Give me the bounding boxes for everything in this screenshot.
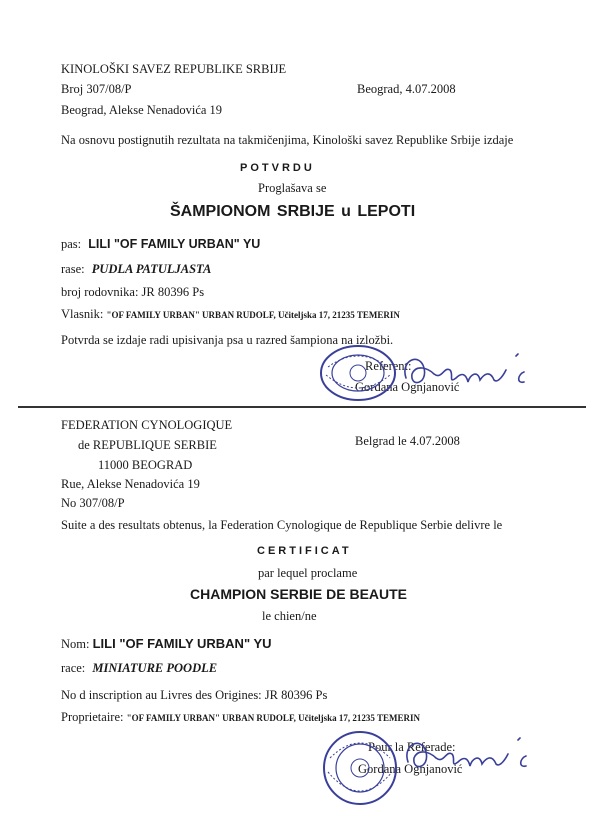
section-divider: [18, 406, 586, 408]
sr-intro: Na osnovu postignutih rezultata na takmičenjima, Kinološki savez Republike Srbije izdaje: [61, 133, 514, 147]
fr-org-name: FEDERATION CYNOLOGIQUE: [61, 418, 233, 432]
sr-date: Beograd, 4.07.2008: [357, 82, 456, 96]
fr-owner-label: Proprietaire:: [61, 710, 124, 724]
fr-proclaims: par lequel proclame: [258, 566, 358, 580]
sr-owner-row: [61, 307, 400, 322]
fr-owner-row: [61, 710, 420, 725]
fr-registration: No d inscription au Livres des Origines: JR 80396 Ps: [61, 688, 328, 702]
fr-org-name-2: de REPUBLIQUE SERBIE: [78, 438, 217, 452]
official-stamp-icon: [318, 343, 398, 403]
sr-dog-row: [61, 237, 260, 252]
sr-breed-row: [61, 262, 211, 277]
fr-city: 11000 BEOGRAD: [98, 458, 193, 472]
fr-title: CHAMPION SERBIE DE BEAUTE: [190, 586, 408, 602]
sr-doc-title: POTVRDU: [240, 162, 315, 174]
fr-intro: Suite a des resultats obtenus, la Federation Cynologique de Republique Serbie delivre le: [61, 518, 503, 532]
fr-name-row: [61, 636, 272, 652]
sr-registration: broj rodovnika: JR 80396 Ps: [61, 285, 205, 299]
fr-name-label: Nom:: [61, 637, 90, 651]
sr-title: ŠAMPIONOM SRBIJE u LEPOTI: [170, 203, 416, 220]
fr-referent: Pour la Referade:: [368, 740, 456, 754]
fr-owner: "OF FAMILY URBAN" URBAN RUDOLF, Učiteljska 17, 21235 TEMERIN: [126, 713, 420, 723]
fr-race-row: [61, 661, 217, 676]
fr-signer: Gordana Ognjanović: [358, 762, 463, 776]
sr-dog-name: LILI "OF FAMILY URBAN" YU: [88, 237, 261, 251]
fr-doc-number: No 307/08/P: [61, 496, 125, 510]
sr-address: Beograd, Alekse Nenadovića 19: [61, 103, 223, 117]
sr-org-name: KINOLOŠKI SAVEZ REPUBLIKE SRBIJE: [61, 62, 287, 76]
official-stamp-icon: [318, 728, 402, 808]
fr-race: MINIATURE POODLE: [92, 661, 218, 675]
signature-icon: [398, 344, 538, 400]
sr-purpose: Potvrda se izdaje radi upisivanja psa u razred šampiona na izložbi.: [61, 333, 394, 347]
signature-icon: [400, 728, 540, 784]
sr-owner: "OF FAMILY URBAN" URBAN RUDOLF, Učiteljska 17, 21235 TEMERIN: [106, 310, 400, 320]
fr-street: Rue, Alekse Nenadovića 19: [61, 477, 200, 491]
sr-breed: PUDLA PATULJASTA: [91, 262, 212, 276]
sr-signer: Gordana Ognjanović: [355, 380, 460, 394]
fr-dog-label: le chien/ne: [262, 609, 317, 623]
sr-dog-label: pas:: [61, 237, 82, 251]
sr-owner-label: Vlasnik:: [61, 307, 104, 321]
fr-date: Belgrad le 4.07.2008: [355, 434, 460, 448]
sr-referent: Referent:: [365, 359, 412, 373]
sr-doc-number: Broj 307/08/P: [61, 82, 132, 96]
fr-doc-title: CERTIFICAT: [257, 545, 352, 557]
sr-proclaims: Proglašava se: [258, 181, 327, 195]
fr-dog-name: LILI "OF FAMILY URBAN" YU: [92, 636, 272, 651]
sr-breed-label: rase:: [61, 262, 85, 276]
fr-race-label: race:: [61, 661, 86, 675]
